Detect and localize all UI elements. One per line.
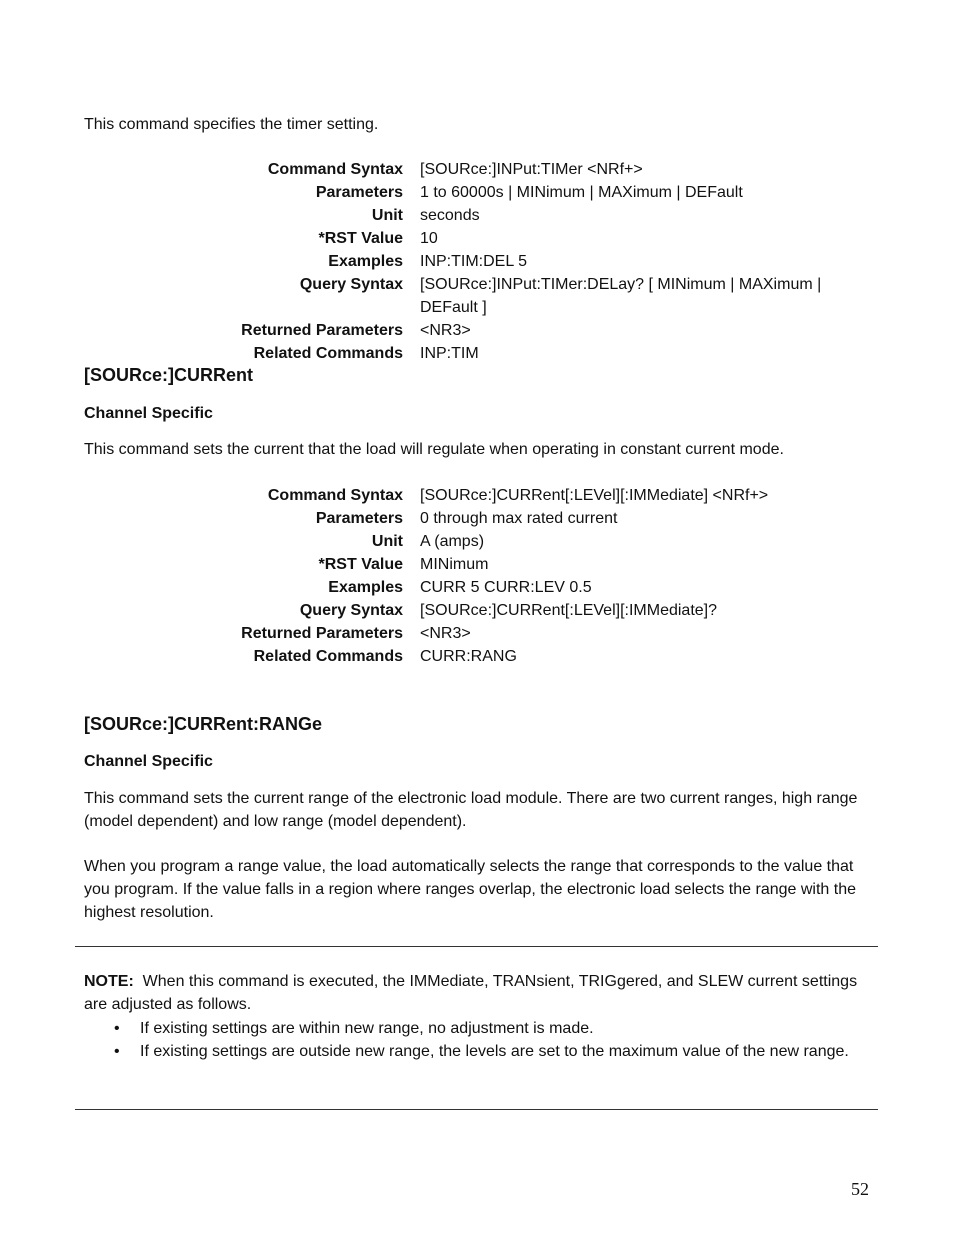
- row-label: Command Syntax: [267, 487, 403, 504]
- table-row: [84, 273, 860, 319]
- table-row: [84, 645, 860, 668]
- row-value: CURR:RANG: [420, 648, 517, 665]
- row-label: Command Syntax: [267, 161, 403, 178]
- timer-spec-table: [84, 158, 860, 365]
- table-row: [84, 622, 860, 645]
- row-label: Parameters: [315, 510, 403, 527]
- note-bullet-list: [84, 1017, 874, 1063]
- table-row: [84, 553, 860, 576]
- current-description: This command sets the current that the load will regulate when operating in constant current mode.: [84, 441, 784, 458]
- range-description: This command sets the current range of the electronic load module. There are two current ranges, high range (model dependent) and low range (model dependent).: [84, 790, 858, 830]
- row-label: Returned Parameters: [241, 322, 403, 339]
- current-spec-table: [84, 484, 860, 668]
- row-value: A (amps): [420, 533, 485, 550]
- intro-text: This command specifies the timer setting.: [84, 116, 379, 133]
- row-value: 1 to 60000s | MINimum | MAXimum | DEFault: [420, 184, 743, 201]
- channel-specific-label: Channel Specific: [84, 405, 213, 422]
- row-label: *RST Value: [318, 230, 403, 247]
- row-value: [SOURce:]INPut:TIMer <NRf+>: [420, 161, 643, 178]
- table-row: [84, 204, 860, 227]
- table-row: [84, 599, 860, 622]
- row-value: [SOURce:]CURRent[:LEVel][:IMMediate]?: [420, 602, 717, 619]
- list-item: • If existing settings are outside new range, the levels are set to the maximum value of the new range.: [84, 1040, 874, 1063]
- row-label: Examples: [328, 579, 403, 596]
- row-label: Related Commands: [253, 648, 403, 665]
- note-bottom-rule: [75, 1109, 878, 1110]
- row-value: [SOURce:]CURRent[:LEVel][:IMMediate] <NRf+>: [420, 487, 769, 504]
- page-number: 52: [851, 1179, 869, 1199]
- table-row: [84, 319, 860, 342]
- channel-specific-label: Channel Specific: [84, 753, 213, 770]
- row-label: Examples: [328, 253, 403, 270]
- row-value: <NR3>: [420, 625, 471, 642]
- table-row: [84, 227, 860, 250]
- bullet-icon: •: [114, 1020, 120, 1037]
- range-selection-text: When you program a range value, the load automatically selects the range that corresponds to the value that you program. If the value falls in a region where ranges overlap, the electronic load selects the range with the highest resolution.: [84, 858, 856, 921]
- row-value: <NR3>: [420, 322, 471, 339]
- note-paragraph: [84, 970, 874, 1016]
- row-label: Unit: [371, 207, 403, 224]
- list-item: • If existing settings are within new range, no adjustment is made.: [84, 1017, 874, 1040]
- row-label: Parameters: [315, 184, 403, 201]
- row-value: [SOURce:]INPut:TIMer:DELay? [ MINimum | MAXimum | DEFault ]: [420, 276, 822, 316]
- row-value: 0 through max rated current: [420, 510, 618, 527]
- table-row: [84, 181, 860, 204]
- row-label: Related Commands: [253, 345, 403, 362]
- table-row: [84, 158, 860, 181]
- row-value: 10: [420, 230, 438, 247]
- row-label: *RST Value: [318, 556, 403, 573]
- note-label: NOTE:: [84, 973, 134, 990]
- table-row: [84, 250, 860, 273]
- row-label: Returned Parameters: [241, 625, 403, 642]
- table-row: [84, 576, 860, 599]
- section-title-current: [SOURce:]CURRent: [84, 365, 254, 385]
- table-row: [84, 484, 860, 507]
- row-value: MINimum: [420, 556, 489, 573]
- table-row: [84, 530, 860, 553]
- section-title-current-range: [SOURce:]CURRent:RANGe: [84, 714, 323, 734]
- row-value: INP:TIM:DEL 5: [420, 253, 527, 270]
- table-row: [84, 507, 860, 530]
- row-value: CURR 5 CURR:LEV 0.5: [420, 579, 592, 596]
- row-label: Query Syntax: [299, 276, 403, 293]
- row-value: seconds: [420, 207, 480, 224]
- table-row: [84, 342, 860, 365]
- row-value: INP:TIM: [420, 345, 479, 362]
- bullet-icon: •: [114, 1043, 120, 1060]
- row-label: Unit: [371, 533, 403, 550]
- note-top-rule: [75, 946, 878, 947]
- note-text: When this command is executed, the IMMediate, TRANsient, TRIGgered, and SLEW current settings are adjusted as follows.: [84, 973, 858, 1013]
- row-label: Query Syntax: [299, 602, 403, 619]
